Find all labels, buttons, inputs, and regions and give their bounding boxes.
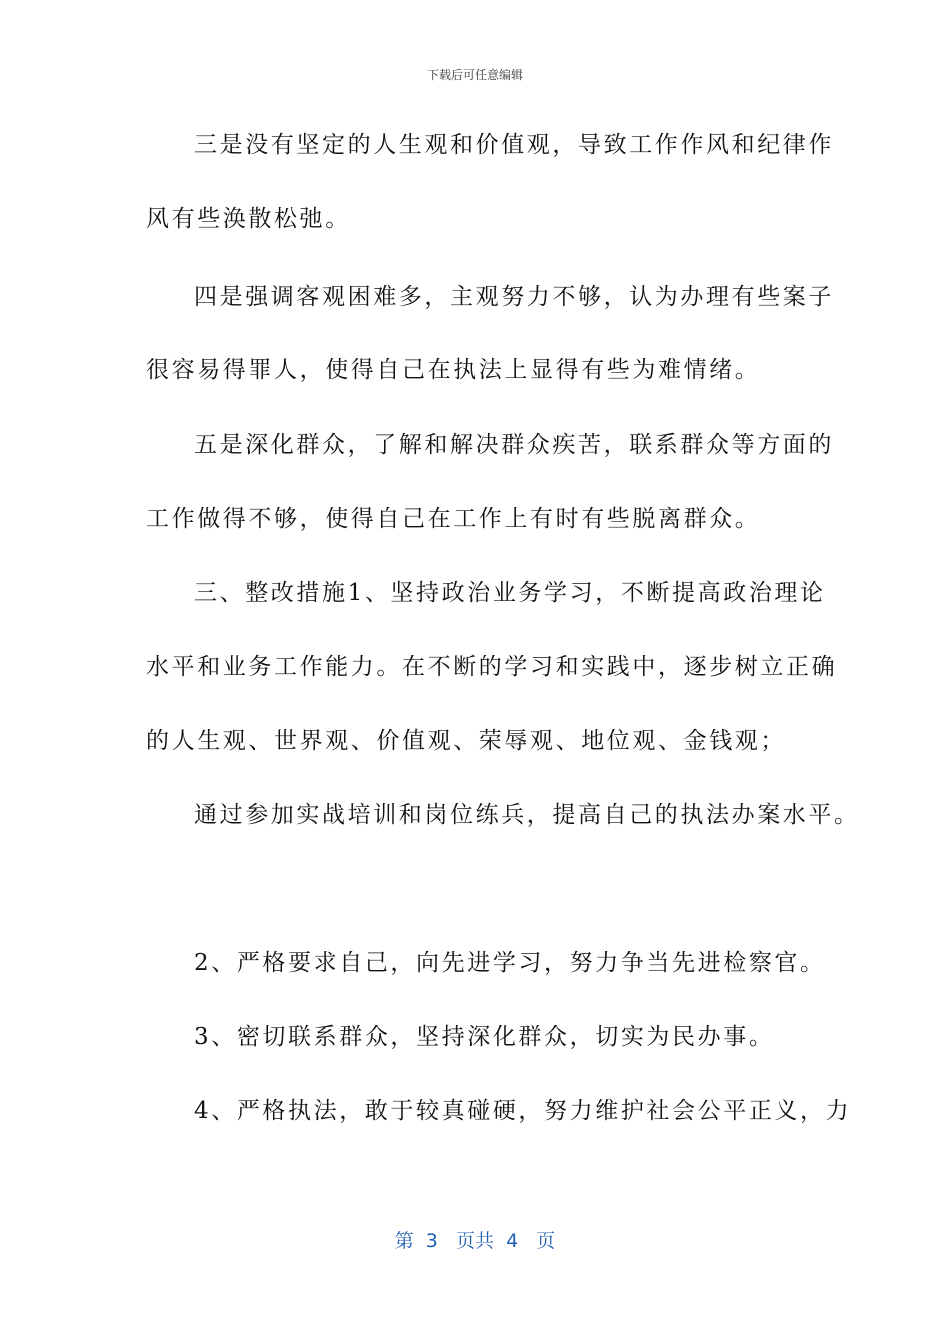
- paragraph-line: 工作做得不够，使得自己在工作上有时有些脱离群众。: [146, 506, 761, 532]
- paragraph-line: 四是强调客观困难多，主观努力不够，认为办理有些案子: [194, 284, 834, 310]
- paragraph-line: 4、严格执法，敢于较真碰硬，努力维护社会公平正义，力: [194, 1098, 852, 1124]
- paragraph-line: 2、严格要求自己，向先进学习，努力争当先进检察官。: [194, 950, 826, 976]
- paragraph-line: 通过参加实战培训和岗位练兵，提高自己的执法办案水平。: [194, 802, 860, 828]
- paragraph-line: 三、整改措施1、坚持政治业务学习，不断提高政治理论: [194, 580, 826, 606]
- paragraph-line: 很容易得罪人，使得自己在执法上显得有些为难情绪。: [146, 357, 761, 383]
- paragraph-line: 五是深化群众，了解和解决群众疾苦，联系群众等方面的: [194, 432, 834, 458]
- paragraph-line: 3、密切联系群众，坚持深化群众，切实为民办事。: [194, 1024, 775, 1050]
- paragraph-line: 水平和业务工作能力。在不断的学习和实践中，逐步树立正确: [146, 654, 838, 680]
- paragraph-line: 三是没有坚定的人生观和价值观，导致工作作风和纪律作: [194, 132, 834, 158]
- paragraph-line: 风有些涣散松弛。: [146, 206, 351, 232]
- page-number-footer: 第 3 页共 4 页: [394, 1230, 556, 1252]
- page-header: 下载后可任意编辑: [426, 68, 523, 82]
- paragraph-line: 的人生观、世界观、价值观、荣辱观、地位观、金钱观；: [146, 728, 786, 754]
